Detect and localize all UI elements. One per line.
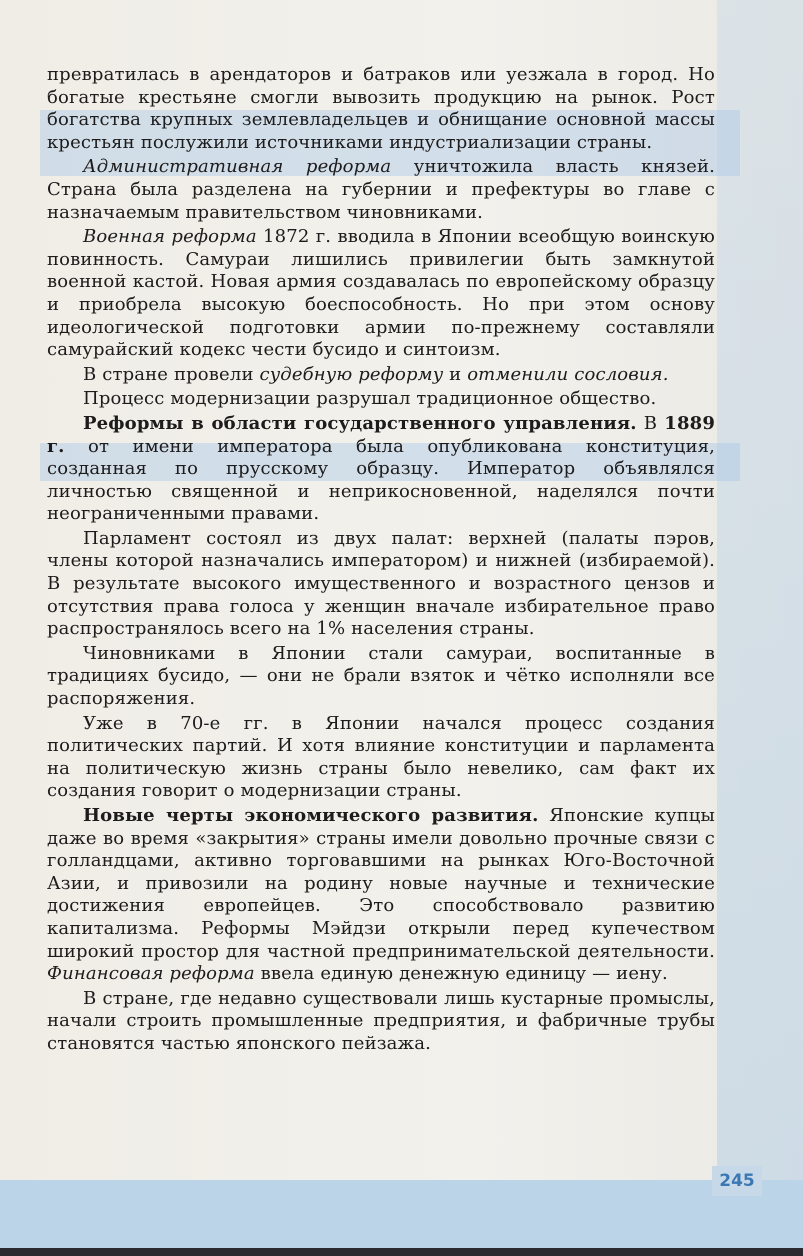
paragraph-text: Чиновниками в Японии стали самураи, воспитанные в традициях бусидо, — они не брали взяток и чётко исполняли все распоряжения. xyxy=(47,642,715,710)
paragraph xyxy=(47,643,715,711)
paragraph-text: ввела единую денежную единицу — иену. xyxy=(254,963,668,985)
term-emphasis: Военная реформа xyxy=(83,226,257,248)
section-heading: Реформы в области государственного управления. xyxy=(83,412,637,434)
section-heading: Новые черты экономического развития. xyxy=(83,805,539,826)
footer-band xyxy=(0,1180,803,1248)
term-emphasis: Финансовая реформа xyxy=(47,963,255,985)
paragraph xyxy=(47,226,715,362)
paragraph xyxy=(47,988,715,1056)
paragraph-text: Процесс модернизации разрушал традиционное общество. xyxy=(83,388,657,410)
paragraph-text: В xyxy=(636,412,665,434)
paragraph xyxy=(47,64,715,154)
paragraph xyxy=(47,388,715,411)
section-paragraph xyxy=(47,805,715,986)
paragraph-text: Парламент состоял из двух палат: верхней (палаты пэров, члены которой назначались императором) и нижней (избираемой). В результате высокого имущественного и возрастного цензов и отсутствия права голоса у женщин вначале избирательное право распространялось всего на 1% населения страны. xyxy=(47,527,715,640)
paragraph-text: от имени императора была опубликована конституция, созданная по прусскому образцу. Император объявлялся личностью священной и неприкосновенной, наделялся почти неограниченными правами. xyxy=(47,435,715,525)
paragraph xyxy=(47,364,715,387)
term-emphasis: Административная реформа xyxy=(83,156,392,178)
year-emphasis: 1889 г. xyxy=(47,412,715,457)
paragraph-text: В стране, где недавно существовали лишь кустарные промыслы, начали строить промышленные предприятия, и фабричные трубы становятся частью японского пейзажа. xyxy=(47,987,715,1054)
paragraph-text: Уже в 70-е гг. в Японии начался процесс создания политических партий. И хотя влияние конституции и парламента на политическую жизнь страны было невелико, сам факт их создания говорит о модернизации страны. xyxy=(47,712,715,802)
paragraph xyxy=(47,156,715,224)
term-emphasis: судебную реформу xyxy=(259,363,444,385)
paragraph-text: и xyxy=(443,363,468,385)
paragraph xyxy=(47,713,715,803)
paragraph-text: 1872 г. вводила в Японии всеобщую воинскую повинность. Самураи лишились привилегии быть замкнутой военной кастой. Новая армия создавалась по европейскому образцу и приобрела высокую боеспособность. Но при этом основу идеологической подготовки армии по-прежнему составляли самурайский кодекс чести бусидо и синтоизм. xyxy=(47,226,715,361)
paragraph-text: В стране провели xyxy=(83,363,260,385)
page-number: 245 xyxy=(712,1166,762,1196)
paragraph-text: уничтожила власть князей. Страна была разделена на губернии и префектуры во главе с назначаемым правительством чиновниками. xyxy=(47,156,716,223)
paragraph-text: превратилась в арендаторов и батраков или уезжала в город. Но богатые крестьяне смогли вывозить продукцию на рынок. Рост богатства крупных землевладельцев и обнищание основной массы крестьян послужили источниками индустриализации страны. xyxy=(47,64,715,153)
margin-stripe xyxy=(717,0,803,1256)
document-body xyxy=(47,64,715,1056)
section-paragraph xyxy=(47,413,715,526)
paragraph xyxy=(47,528,715,641)
scan-edge xyxy=(0,1248,803,1256)
term-emphasis: отменили сословия. xyxy=(467,363,669,385)
paragraph-text: Японские купцы даже во время «закрытия» страны имели довольно прочные связи с голландцами, активно торговавшими на рынках Юго-Восточной Азии, и привозили на родину новые научные и технические достижения европейцев. Это способствовало развитию капитализма. Реформы Мэйдзи открыли перед купечеством широкий простор для частной предпринимательской деятельности. xyxy=(47,805,715,962)
